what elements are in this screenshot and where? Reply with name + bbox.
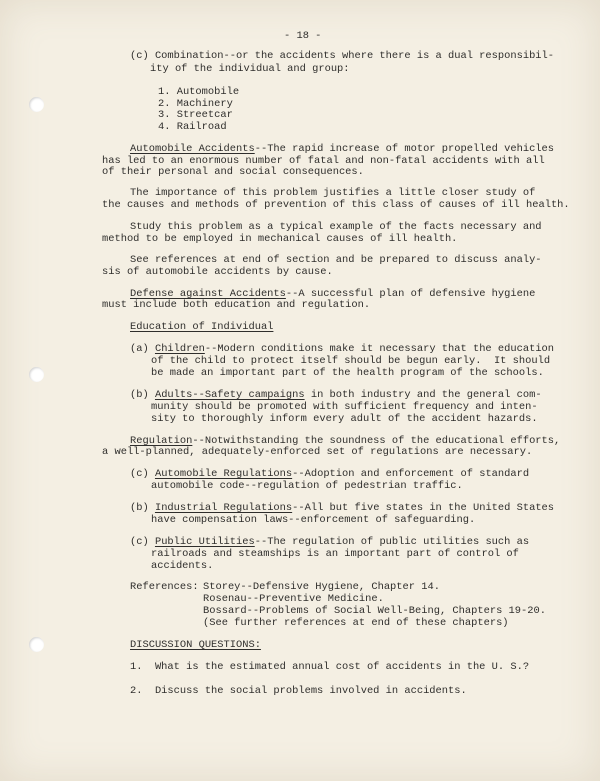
reference-item: (See further references at end of these chapters)	[203, 617, 509, 629]
importance-line-2: the causes and methods of prevention of this class of causes of ill health.	[102, 199, 570, 211]
industrial-regs-prefix: (b)	[130, 502, 155, 514]
adults-line-3: sity to thoroughly inform every adult of the accident hazards.	[151, 413, 538, 425]
importance-line-1: The importance of this problem justifies a little closer study of	[130, 187, 536, 199]
list-item: 4. Railroad	[158, 121, 227, 133]
public-utilities-line-1	[130, 536, 529, 548]
page-number: - 18 -	[284, 30, 322, 42]
auto-accidents-text: --The rapid increase of motor propelled vehicles	[254, 143, 555, 155]
children-line-1	[130, 343, 554, 355]
industrial-regs-text: --All but five states in the United States	[292, 502, 555, 514]
industrial-regs-label: Industrial Regulations	[154, 502, 293, 514]
auto-regs-label: Automobile Regulations	[154, 468, 293, 480]
children-line-2: of the child to protect itself should be begun early. It should	[151, 355, 551, 367]
reference-item: Rosenau--Preventive Medicine.	[203, 593, 384, 605]
auto-accidents-line-3: of their personal and social consequences.	[102, 166, 364, 178]
children-text: --Modern conditions make it necessary that the education	[204, 343, 555, 355]
public-utilities-prefix: (c)	[130, 536, 155, 548]
references-label: References:	[130, 581, 199, 593]
punch-hole-top	[29, 97, 44, 112]
adults-line-2: munity should be promoted with sufficient frequency and inten-	[151, 401, 538, 413]
adults-text: in both industry and the general com-	[304, 389, 542, 401]
children-prefix: (a)	[130, 343, 155, 355]
reference-item: Storey--Defensive Hygiene, Chapter 14.	[203, 581, 440, 593]
industrial-regs-line-2: have compensation laws--enforcement of safeguarding.	[151, 514, 476, 526]
public-utilities-label: Public Utilities	[154, 536, 255, 548]
education-heading: Education of Individual	[130, 321, 274, 333]
discussion-question-2: 2. Discuss the social problems involved in accidents.	[130, 685, 467, 697]
regulation-line-2: a well-planned, adequately-enforced set of regulations are necessary.	[102, 446, 533, 458]
auto-regs-line-1	[130, 468, 529, 480]
discussion-heading: DISCUSSION QUESTIONS:	[130, 639, 261, 651]
public-utilities-line-3: accidents.	[151, 560, 214, 572]
study-line-2: method to be employed in mechanical causes of ill health.	[102, 233, 458, 245]
list-item: 1. Automobile	[158, 86, 240, 98]
combination-line-2: ity of the individual and group:	[150, 63, 350, 75]
punch-hole-middle	[29, 367, 44, 382]
regulation-heading: Regulation	[130, 435, 193, 447]
see-refs-line-2: sis of automobile accidents by cause.	[102, 266, 333, 278]
adults-line-1	[130, 389, 542, 401]
auto-accidents-line-1	[130, 143, 554, 155]
adults-label: Adults--Safety campaigns	[154, 389, 305, 401]
study-line-1: Study this problem as a typical example of the facts necessary and	[130, 221, 542, 233]
public-utilities-line-2: railroads and steamships is an important part of control of	[151, 548, 519, 560]
children-label: Children	[154, 343, 205, 355]
list-item: 3. Streetcar	[158, 109, 233, 121]
adults-prefix: (b)	[130, 389, 155, 401]
auto-regs-text: --Adoption and enforcement of standard	[292, 468, 530, 480]
auto-accidents-heading: Automobile Accidents	[130, 143, 255, 155]
children-line-3: be made an important part of the health program of the schools.	[151, 367, 544, 379]
industrial-regs-line-1	[130, 502, 554, 514]
discussion-question-1: 1. What is the estimated annual cost of accidents in the U. S.?	[130, 661, 530, 673]
auto-accidents-line-2: has led to an enormous number of fatal and non-fatal accidents with all	[102, 155, 545, 167]
combination-line-1: (c) Combination--or the accidents where there is a dual responsibil-	[130, 50, 555, 62]
auto-regs-line-2: automobile code--regulation of pedestrian traffic.	[151, 480, 463, 492]
punch-hole-bottom	[29, 637, 44, 652]
public-utilities-text: --The regulation of public utilities such as	[254, 536, 530, 548]
defense-text: --A successful plan of defensive hygiene	[285, 288, 536, 300]
reference-item: Bossard--Problems of Social Well-Being, Chapters 19-20.	[203, 605, 546, 617]
list-item: 2. Machinery	[158, 98, 233, 110]
auto-regs-prefix: (c)	[130, 468, 155, 480]
defense-heading: Defense against Accidents	[130, 288, 286, 300]
regulation-text: --Notwithstanding the soundness of the educational efforts,	[192, 435, 561, 447]
defense-line-2: must include both education and regulation.	[102, 299, 371, 311]
see-refs-line-1: See references at end of section and be prepared to discuss analy-	[130, 254, 542, 266]
